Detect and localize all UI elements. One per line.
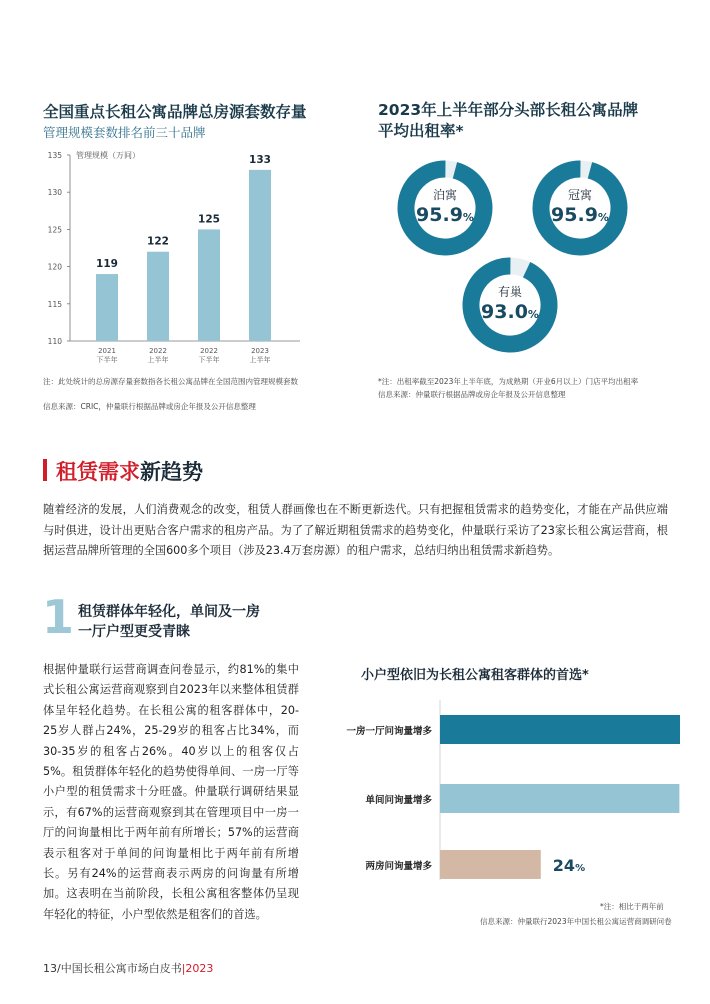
chart2-source: 信息来源：仲量联行根据品牌或房企年报及公开信息整理: [378, 390, 566, 399]
chart3-svg: [330, 700, 680, 890]
chart2-donut: [532, 160, 627, 255]
chart1-xtick-label: 下半年: [198, 356, 220, 364]
chart3-bar: [440, 850, 541, 879]
chart1-bar: [249, 170, 271, 341]
chart2-note: *注：出租率截至2023年上半年底，为成熟期（开业6月以上）门店平均出租率: [378, 377, 639, 386]
chart1-ytick-label: 125: [47, 225, 62, 235]
chart1-subtitle: 管理规模套数排名前三十品牌: [43, 125, 206, 140]
chart1-xtick-label: 2022: [200, 347, 218, 355]
chart1-ytick-label: 115: [47, 299, 62, 309]
chart2-donut-value: 95.9%: [416, 204, 474, 226]
chart1-bar-label: 133: [249, 153, 271, 166]
chart1-xtick-label: 上半年: [147, 356, 169, 364]
section-title: [56, 456, 203, 486]
chart1-xtick-label: 2023: [251, 347, 269, 355]
chart2-donut: [458, 253, 562, 357]
chart1-ytick-label: 130: [47, 188, 62, 198]
trend-heading-line2: 一厅户型更受青睐: [78, 624, 190, 640]
chart2-donut-name: 泊寓: [432, 188, 458, 202]
chart1-xtick-label: 下半年: [96, 356, 118, 364]
chart3-source: 信息来源：仲量联行2023年中国长租公寓运营商调研问卷: [480, 917, 672, 926]
chart1-bar-label: 122: [147, 235, 169, 248]
page-footer: 13/中国长租公寓市场白皮书|2023: [43, 962, 214, 975]
chart2-title: [378, 100, 638, 142]
chart2-donut-name: 冠寓: [567, 188, 593, 202]
chart2-donut-name: 有巢: [497, 285, 523, 299]
chart1-xtick-label: 上半年: [249, 356, 271, 364]
chart3-title: 小户型依旧为长租公寓租客群体的首选*: [361, 668, 589, 683]
trend-heading: [78, 602, 260, 642]
chart2-title-line2: 平均出租率*: [378, 122, 464, 140]
section-accent-bar: [43, 459, 47, 481]
chart1-ytick-label: 135: [47, 151, 62, 160]
chart1-xtick-label: 2021: [98, 347, 116, 355]
chart1-bar: [96, 274, 118, 341]
chart2-donut-value: 95.9%: [551, 204, 609, 226]
chart1-ytick-label: 110: [47, 337, 62, 346]
chart1-ylabel: 管理规模（万间）: [76, 151, 140, 160]
section-intro: 随着经济的发展，人们消费观念的改变，租赁人群画像也在不断更新迭代。只有把握租赁需求的趋势变化，才能在产品供应端与时俱进，设计出更贴合客户需求的租房产品。为了了解近期租赁需求的趋势变化，仲量联行采访了23家长租公寓运营商，根据运营品牌所管理的全国600多个项目（涉及23.4万套房源）的租户需求，总结归纳出租赁需求新趋势。: [43, 503, 668, 557]
chart3-category-label: 两房问询量增多: [365, 861, 432, 872]
chart2-donut: [397, 160, 492, 255]
chart3-bar: [440, 715, 680, 744]
chart3-note: *注：相比于两年前: [600, 902, 664, 911]
chart2-svg: [370, 150, 700, 360]
section-title-dark: 新趋势: [140, 460, 203, 484]
chart3-bar: [440, 784, 679, 813]
chart1-title: 全国重点长租公寓品牌总房源套数存量: [43, 103, 307, 121]
chart3-value-label: 24%: [552, 856, 586, 875]
footer-year: 2023: [185, 962, 214, 975]
chart2-donut-value: 93.0%: [481, 301, 539, 323]
chart1-ytick-label: 120: [47, 262, 62, 272]
footer-page-text: 13/中国长租公寓市场白皮书: [43, 962, 182, 975]
chart1-note: 注：此处统计的总房源存量套数指各长租公寓品牌在全国范围内管理规模套数: [43, 377, 298, 386]
chart3-category-label: 单间问询量增多: [365, 795, 432, 806]
trend-number: 1: [42, 590, 75, 644]
trend-body: 根据仲量联行运营商调查问卷显示，约81%的集中式长租公寓运营商观察到自2023年以来整体租赁群体呈年轻化趋势。在长租公寓的租客群体中，20-25岁人群占24%，25-29岁的租客占比34%，而30-35岁的租客占26%。40岁以上的租客仅占5%。租赁群体年轻化的趋势使得单间、一房一厅等小户型的租赁需求十分旺盛。仲量联行调研结果显示，有67%的运营商观察到其在管理项目中一房一厅的问询量相比于两年前有所增长；57%的运营商表示租客对于单间的问询量相比于两年前有所增长。另有24%的运营商表示两房的问询量有所增加。这表明在当前阶段，长租公寓租客整体仍呈现年轻化的特征，小户型依然是租客们的首选。: [43, 663, 299, 921]
chart1-svg: [40, 145, 340, 375]
trend-heading-line1: 租赁群体年轻化，单间及一房: [78, 604, 260, 620]
chart1-bar: [147, 252, 169, 341]
chart1-bar: [198, 229, 220, 341]
chart1-source: 信息来源：CRIC，仲量联行根据品牌或房企年报及公开信息整理: [43, 402, 256, 411]
chart1-bar-label: 119: [96, 258, 118, 271]
section-title-red: 租赁需求: [56, 460, 140, 484]
chart3-category-label: 一房一厅问询量增多: [346, 726, 432, 737]
chart1-bar-label: 125: [198, 213, 220, 226]
chart2-title-line1: 2023年上半年部分头部长租公寓品牌: [378, 101, 639, 119]
chart1-xtick-label: 2022: [149, 347, 167, 355]
